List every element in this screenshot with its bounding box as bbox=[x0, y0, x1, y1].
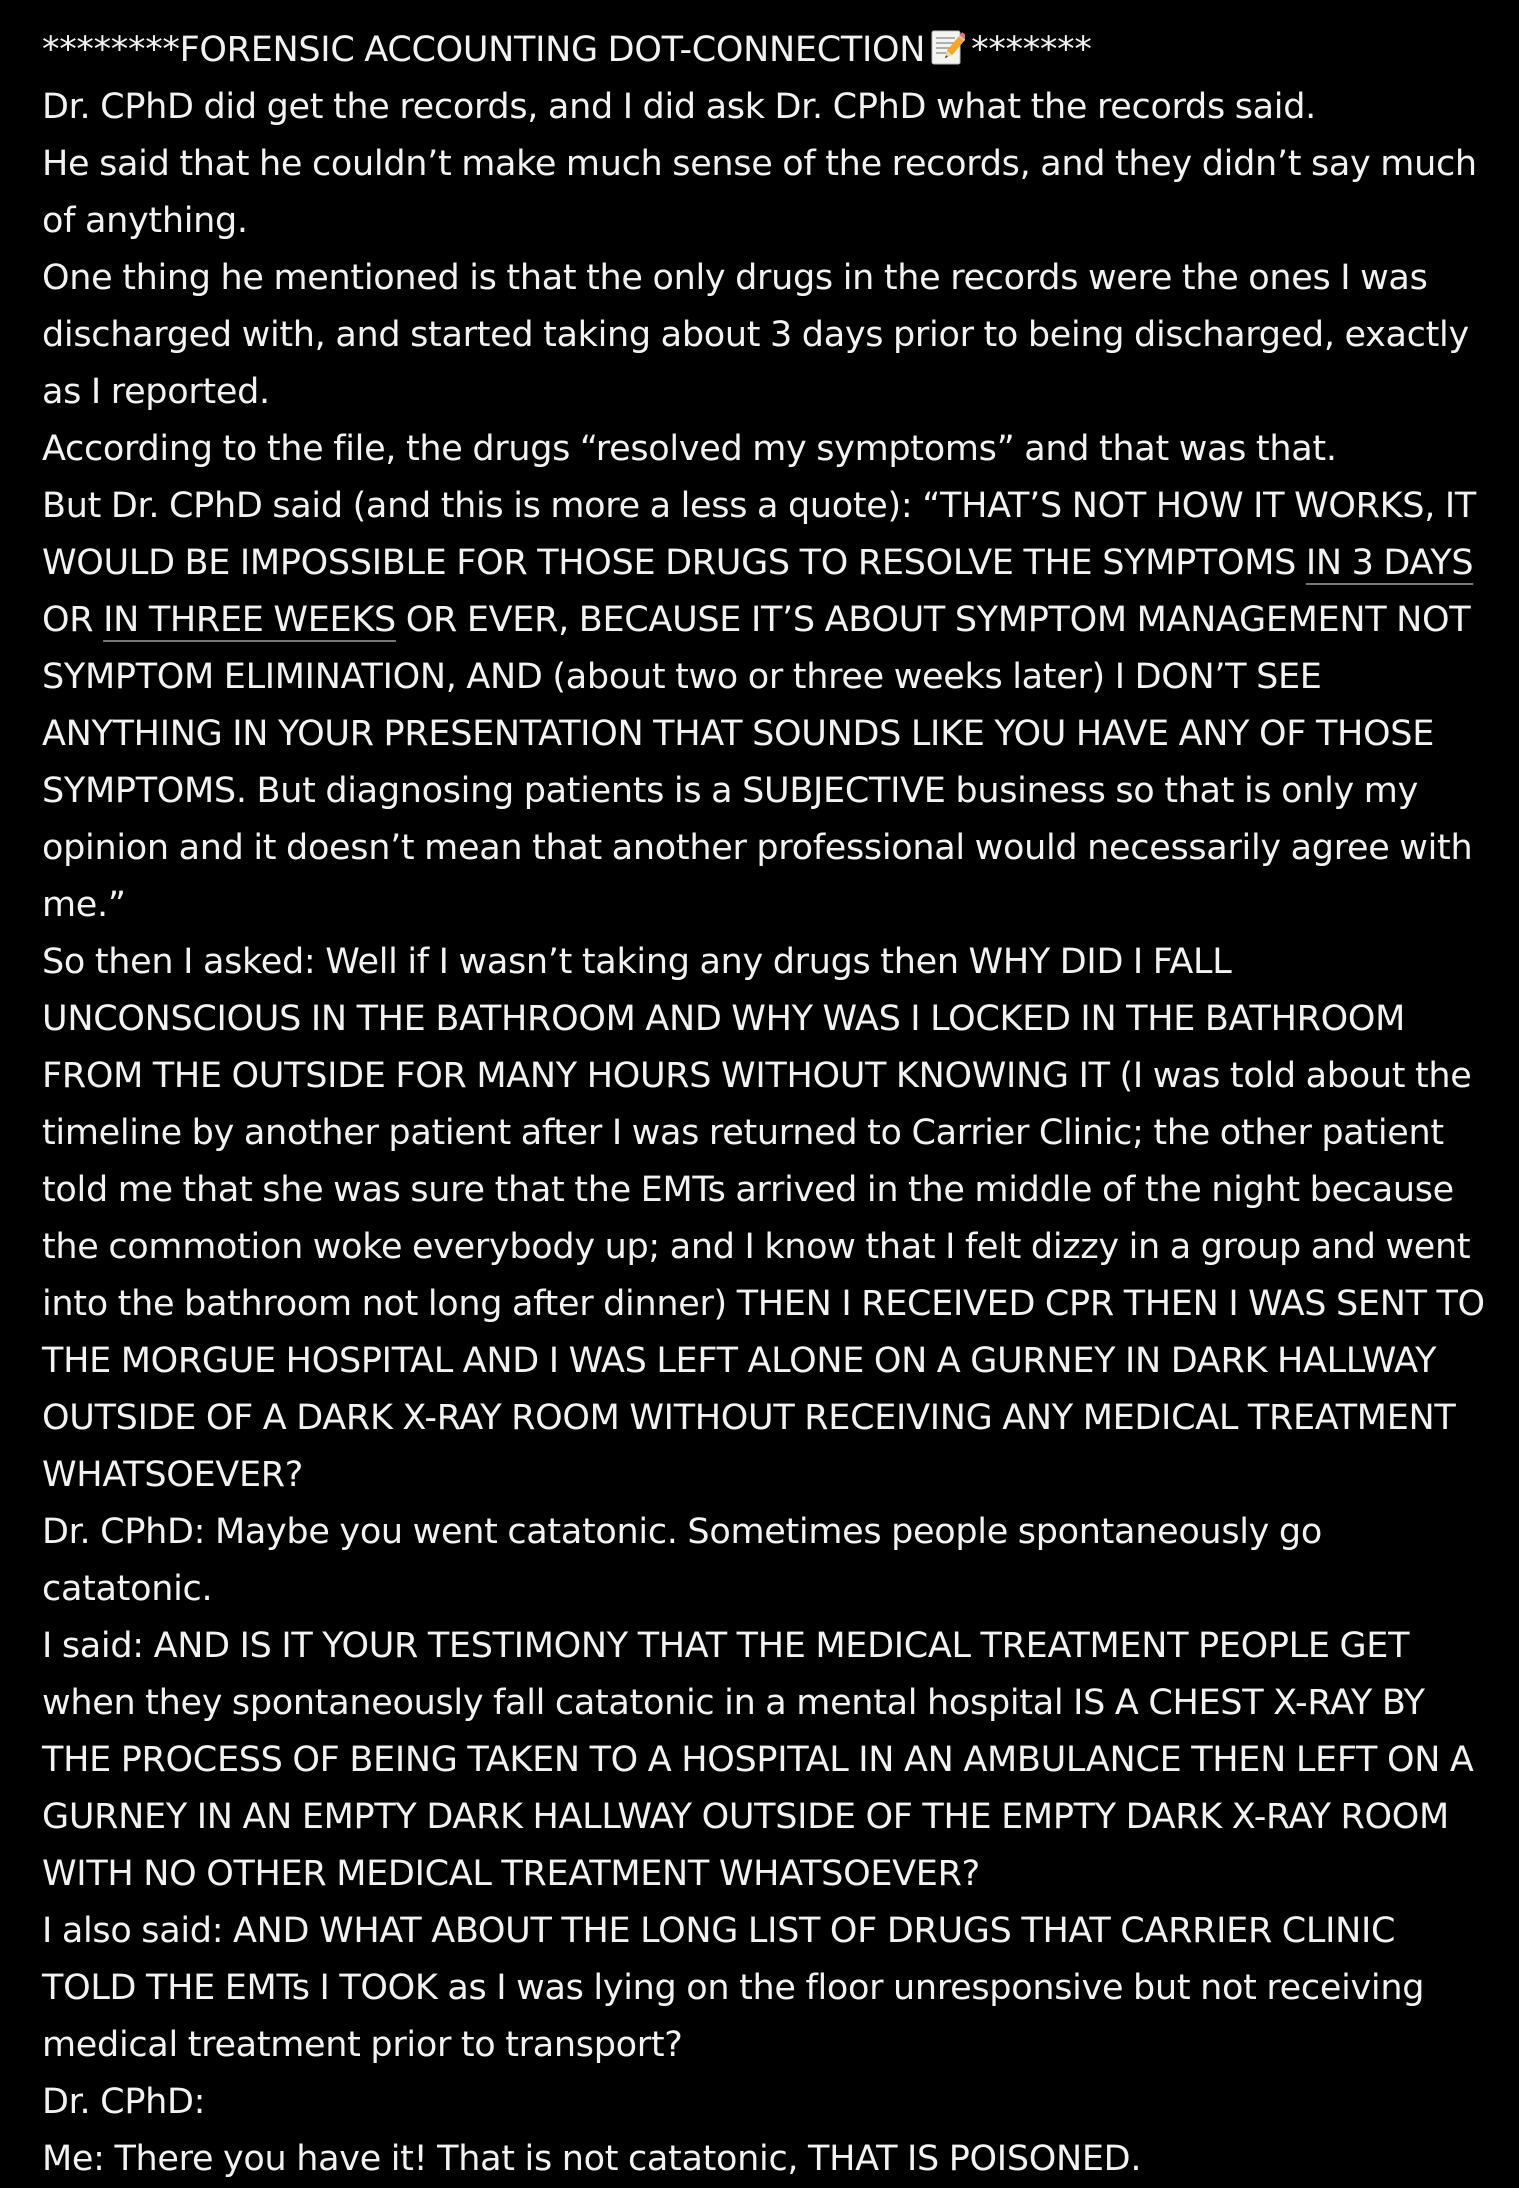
paragraph-4: According to the file, the drugs “resolved my symptoms” and that was that. bbox=[42, 429, 1337, 469]
paragraph-2: He said that he couldn’t make much sense of the records, and they didn’t say much of anything. bbox=[42, 144, 1477, 241]
note-body bbox=[42, 22, 1497, 2188]
paragraph-6: So then I asked: Well if I wasn’t taking any drugs then WHY DID I FALL UNCONSCIOUS IN THE BATHROOM AND WHY WAS I LOCKED IN THE BATHROOM FROM THE OUTSIDE FOR MANY HOURS WITHOUT KNOWING IT (I was told about the timeline by another patient after I was returned to Carrier Clinic; the other patient told me that she was sure that the EMTs arrived in the middle of the night because the commotion woke everybody up; and I know that I felt dizzy in a group and went into the bathroom not long after dinner) THEN I RECEIVED CPR THEN I WAS SENT TO THE MORGUE HOSPITAL AND I WAS LEFT ALONE ON A GURNEY IN DARK HALLWAY OUTSIDE OF A DARK X-RAY ROOM WITHOUT RECEIVING ANY MEDICAL TREATMENT WHATSOEVER? bbox=[42, 942, 1485, 1495]
paragraph-5-part-b: OR bbox=[42, 600, 104, 640]
note-title bbox=[42, 22, 1497, 79]
underlined-phrase-in-3-days: IN 3 DAYS bbox=[1305, 543, 1474, 583]
paragraph-3: One thing he mentioned is that the only drugs in the records were the ones I was discharged with, and started taking about 3 days prior to being discharged, exactly as I reported. bbox=[42, 258, 1469, 412]
paragraph-1: Dr. CPhD did get the records, and I did ask Dr. CPhD what the records said. bbox=[42, 87, 1316, 127]
paragraph-11: Me: There you have it! That is not catatonic, THAT IS POISONED. bbox=[42, 2139, 1142, 2179]
title-prefix: ********FORENSIC ACCOUNTING DOT-CONNECTION bbox=[42, 30, 926, 70]
paragraph-10: Dr. CPhD: bbox=[42, 2082, 206, 2122]
underlined-phrase-in-three-weeks: IN THREE WEEKS bbox=[103, 600, 396, 640]
title-suffix: ******* bbox=[971, 30, 1092, 70]
memo-icon bbox=[931, 28, 965, 66]
paragraph-8: I said: AND IS IT YOUR TESTIMONY THAT THE MEDICAL TREATMENT PEOPLE GET when they spontaneously fall catatonic in a mental hospital IS A CHEST X-RAY BY THE PROCESS OF BEING TAKEN TO A HOSPITAL IN AN AMBULANCE THEN LEFT ON A GURNEY IN AN EMPTY DARK HALLWAY OUTSIDE OF THE EMPTY DARK X-RAY ROOM WITH NO OTHER MEDICAL TREATMENT WHATSOEVER? bbox=[42, 1626, 1474, 1894]
paragraph-7: Dr. CPhD: Maybe you went catatonic. Sometimes people spontaneously go catatonic. bbox=[42, 1512, 1322, 1609]
paragraph-5-part-c: OR EVER, BECAUSE IT’S ABOUT SYMPTOM MANAGEMENT NOT SYMPTOM ELIMINATION, AND (about two or three weeks later) I DON’T SEE ANYTHING IN YOUR PRESENTATION THAT SOUNDS LIKE YOU HAVE ANY OF THOSE SYMPTOMS. But diagnosing patients is a SUBJECTIVE business so that is only my opinion and it doesn’t mean that another professional would necessarily agree with me.” bbox=[42, 600, 1473, 925]
paragraph-5-part-a: But Dr. CPhD said (and this is more a less a quote): “THAT’S NOT HOW IT WORKS, IT WOULD BE IMPOSSIBLE FOR THOSE DRUGS TO RESOLVE THE SYMPTOMS bbox=[42, 486, 1476, 583]
paragraph-5 bbox=[42, 478, 1497, 934]
paragraph-9: I also said: AND WHAT ABOUT THE LONG LIST OF DRUGS THAT CARRIER CLINIC TOLD THE EMTs I TOOK as I was lying on the floor unresponsive but not receiving medical treatment prior to transport? bbox=[42, 1911, 1425, 2065]
